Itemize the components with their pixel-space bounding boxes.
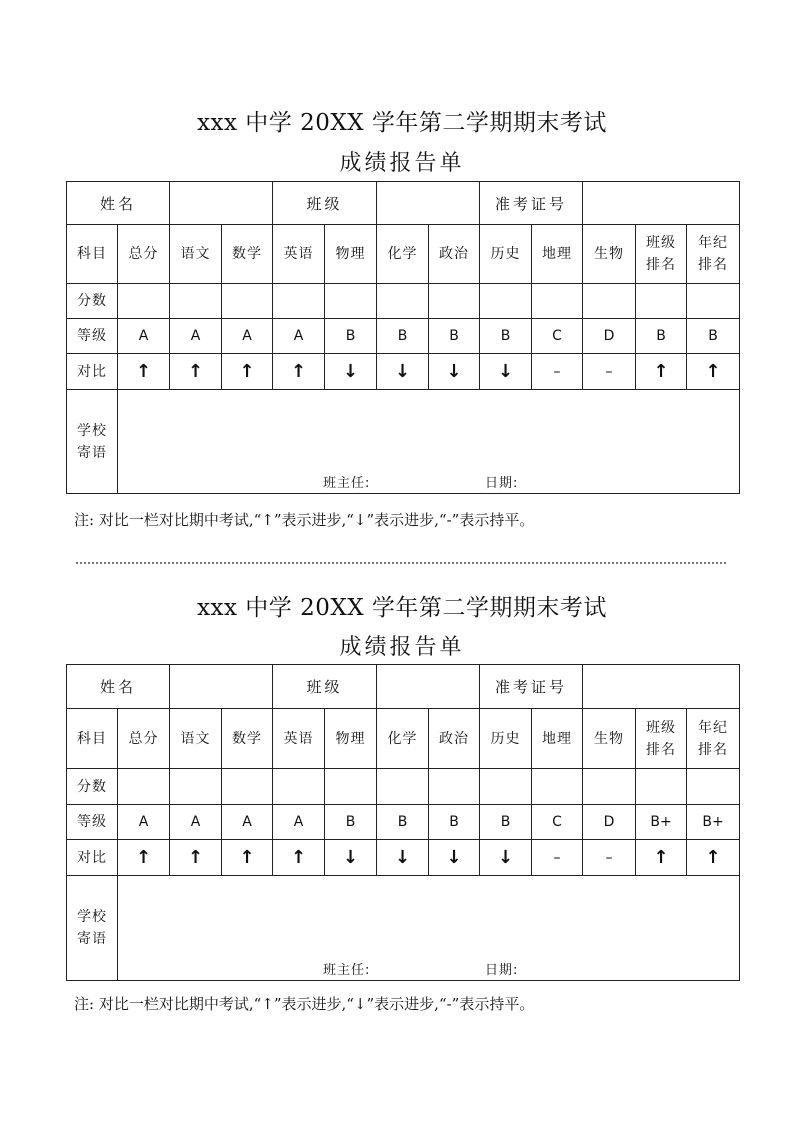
subject-cell: 语文 [170,709,222,769]
name-value[interactable] [170,182,273,225]
compare-dash-icon: – [532,354,583,390]
ticket-value[interactable] [583,182,740,225]
report-title: xxx 中学 20XX 学年第二学期期末考试 [197,595,607,621]
compare-arrow-icon: ↑ [636,840,687,876]
grade-cell: C [532,319,583,354]
subject-cell: 语文 [170,225,222,284]
ticket-value[interactable] [583,665,740,709]
grade-rank-header: 年纪 排名 [687,225,740,284]
grade-cell: A [118,805,170,840]
subject-cell: 地理 [532,225,583,284]
grade-cell: D [583,319,636,354]
grade-cell: B+ [687,805,740,840]
ticket-label: 准考证号 [480,665,583,709]
grade-cell: B [429,805,480,840]
subject-cell: 政治 [429,709,480,769]
comment-row [67,390,740,494]
grade-label: 等级 [67,805,118,840]
class-label: 班级 [273,665,377,709]
date-label: 日期: [485,963,519,978]
compare-arrow-icon: ↑ [687,354,740,390]
score-cell[interactable] [429,769,480,805]
subject-label: 科目 [67,225,118,284]
subject-cell: 地理 [532,709,583,769]
class-label: 班级 [273,182,377,225]
grade-cell: A [222,805,273,840]
score-cell[interactable] [325,769,377,805]
score-cell[interactable] [480,284,532,319]
compare-arrow-icon: ↓ [377,354,429,390]
subject-cell: 生物 [583,225,636,284]
grade-cell: B [377,319,429,354]
score-cell[interactable] [170,284,222,319]
class-rank-header: 班级 排名 [636,709,687,769]
report-title: xxx 中学 20XX 学年第二学期期末考试 [197,110,607,136]
score-cell[interactable] [583,284,636,319]
grade-row [67,805,740,840]
score-cell[interactable] [636,284,687,319]
grade-cell: B [325,319,377,354]
subject-cell: 英语 [273,709,325,769]
score-cell[interactable] [377,284,429,319]
compare-arrow-icon: ↑ [170,354,222,390]
grade-cell: B [377,805,429,840]
grade-cell: A [170,805,222,840]
grade-cell: D [583,805,636,840]
comment-area[interactable] [118,390,740,494]
grade-row [67,319,740,354]
teacher-label: 班主任: [323,476,371,491]
score-label: 分数 [67,769,118,805]
compare-label: 对比 [67,840,118,876]
grade-cell: B [687,319,740,354]
compare-label: 对比 [67,354,118,390]
grade-cell: A [273,319,325,354]
name-value[interactable] [170,665,273,709]
report-subtitle: 成绩报告单 [339,151,465,176]
compare-row [67,354,740,390]
class-rank-header: 班级 排名 [636,225,687,284]
compare-arrow-icon: ↑ [687,840,740,876]
compare-arrow-icon: ↑ [636,354,687,390]
teacher-label: 班主任: [323,963,371,978]
score-cell[interactable] [118,769,170,805]
score-cell[interactable] [222,284,273,319]
report-card-table [66,181,740,494]
comment-label: 学校 寄语 [67,390,118,494]
score-row [67,769,740,805]
cut-line [76,562,726,564]
grade-cell: A [273,805,325,840]
subject-row [67,225,740,284]
score-cell[interactable] [532,284,583,319]
grade-cell: B [325,805,377,840]
comment-area[interactable] [118,876,740,981]
compare-arrow-icon: ↓ [429,354,480,390]
compare-arrow-icon: ↑ [273,840,325,876]
subject-row [67,709,740,769]
grade-cell: C [532,805,583,840]
score-cell[interactable] [480,769,532,805]
subject-cell: 数学 [222,225,273,284]
footnote: 注: 对比一栏对比期中考试,“↑”表示进步,“↓”表示进步,“-”表示持平。 [74,995,535,1013]
compare-arrow-icon: ↓ [480,840,532,876]
score-cell[interactable] [325,284,377,319]
compare-dash-icon: – [583,840,636,876]
class-value[interactable] [377,665,480,709]
compare-arrow-icon: ↓ [480,354,532,390]
score-label: 分数 [67,284,118,319]
subject-cell: 化学 [377,709,429,769]
score-cell[interactable] [687,769,740,805]
grade-cell: B [636,319,687,354]
grade-cell: A [170,319,222,354]
ticket-label: 准考证号 [480,182,583,225]
score-cell[interactable] [273,284,325,319]
subject-label: 科目 [67,709,118,769]
score-cell[interactable] [583,769,636,805]
grade-cell: B+ [636,805,687,840]
date-label: 日期: [485,476,519,491]
subject-cell: 生物 [583,709,636,769]
compare-dash-icon: – [583,354,636,390]
compare-arrow-icon: ↓ [325,840,377,876]
score-row [67,284,740,319]
subject-cell: 英语 [273,225,325,284]
name-label: 姓名 [67,665,170,709]
subject-cell: 政治 [429,225,480,284]
grade-rank-header: 年纪 排名 [687,709,740,769]
compare-arrow-icon: ↑ [118,354,170,390]
compare-dash-icon: – [532,840,583,876]
report-subtitle: 成绩报告单 [339,635,465,660]
score-cell[interactable] [170,769,222,805]
compare-arrow-icon: ↑ [170,840,222,876]
subject-cell: 物理 [325,709,377,769]
compare-arrow-icon: ↑ [222,840,273,876]
class-value[interactable] [377,182,480,225]
subject-cell: 物理 [325,225,377,284]
name-label: 姓名 [67,182,170,225]
compare-arrow-icon: ↓ [325,354,377,390]
grade-cell: B [480,319,532,354]
grade-cell: A [222,319,273,354]
subject-cell: 数学 [222,709,273,769]
score-cell[interactable] [273,769,325,805]
footnote: 注: 对比一栏对比期中考试,“↑”表示进步,“↓”表示进步,“-”表示持平。 [74,511,535,529]
subject-cell: 总分 [118,709,170,769]
grade-cell: A [118,319,170,354]
score-cell[interactable] [118,284,170,319]
score-cell[interactable] [532,769,583,805]
subject-cell: 历史 [480,709,532,769]
comment-row [67,876,740,981]
compare-arrow-icon: ↓ [429,840,480,876]
compare-arrow-icon: ↑ [222,354,273,390]
subject-cell: 历史 [480,225,532,284]
grade-label: 等级 [67,319,118,354]
compare-arrow-icon: ↓ [377,840,429,876]
grade-cell: B [480,805,532,840]
score-cell[interactable] [222,769,273,805]
report-card-table [66,664,740,981]
comment-label: 学校 寄语 [67,876,118,981]
compare-row [67,840,740,876]
score-cell[interactable] [636,769,687,805]
compare-arrow-icon: ↑ [118,840,170,876]
score-cell[interactable] [377,769,429,805]
subject-cell: 总分 [118,225,170,284]
score-cell[interactable] [429,284,480,319]
compare-arrow-icon: ↑ [273,354,325,390]
grade-cell: B [429,319,480,354]
subject-cell: 化学 [377,225,429,284]
score-cell[interactable] [687,284,740,319]
